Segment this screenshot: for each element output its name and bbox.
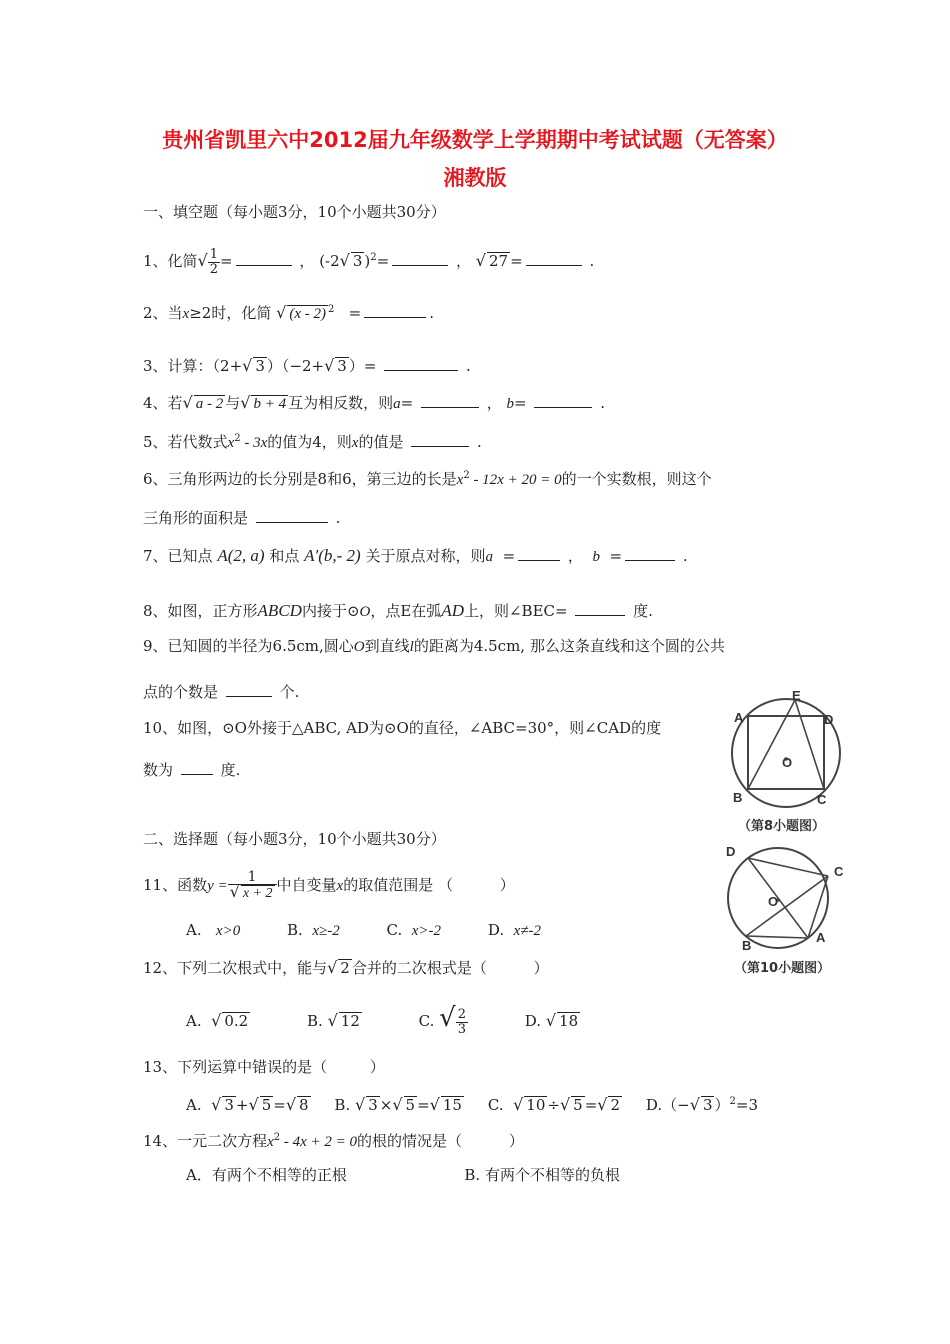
question-9 [143,634,725,659]
fig10-line-ba [746,936,808,938]
question-12-options: A. √ 0.2 B. √ 12 C. √ $\frac{2}{3}$ D. √ 18 [186,1003,579,1037]
q11-close: ） [499,876,515,894]
q10-line2: 数为 [143,761,174,779]
q1-blank-2[interactable] [392,251,448,266]
q13-b-eq: = [417,1096,430,1114]
q11-fraction [228,870,277,902]
q1-eq1: = [220,252,233,270]
q7-post: 关于原点对称，则 [365,547,486,565]
question-8 [143,599,653,624]
q13-b-term1: 3 [368,1096,378,1114]
q5-var: x [351,435,359,451]
q12-option-c-label[interactable]: C. [418,1012,435,1030]
q1-sep1: ， [299,252,315,270]
q4-eq-a: = [400,394,414,412]
q2-radicand: (x - 2) [289,306,326,322]
q12-option-a[interactable]: 0.2 [224,1012,249,1030]
fig8-label-b: B [733,790,743,805]
fig10-label-o: O [768,894,779,909]
q11-option-b-label[interactable]: B. [286,921,303,939]
q9-line1c: 的距离为4.5cm, 那么这条直线和这个圆的公共 [413,637,725,655]
q7-blank-b[interactable] [625,546,675,561]
q1-end: . [589,252,595,270]
q11-prefix: 11、函数 [143,876,208,894]
q7-blank-a[interactable] [518,546,560,561]
fig8-label-c: C [817,792,827,807]
question-5 [143,427,482,455]
question-10 [143,716,661,740]
q4-eq-b: = [514,394,527,412]
figure-q8 [718,686,854,838]
q8-post: ，点E在弧 [370,602,442,620]
q4-post: 互为相反数，则 [288,394,394,412]
q12-close: ） [533,959,549,977]
q7-end: . [682,547,688,565]
q4-mid: 与 [225,394,241,412]
q13-prefix: 13、下列运算中错误的是（ [143,1058,328,1076]
fig10-label-b: B [742,938,752,953]
q1-eq2: = [376,252,390,270]
q14-prefix: 14、一元二次方程 [143,1132,268,1150]
q7-point-2: A′(b,- 2) [304,546,361,565]
q8-prefix: 8、如图，正方形 [143,602,258,620]
fig8-label-o: O [782,755,793,770]
q13-option-c[interactable]: C. √ 10 ÷√ 5 =√ 2 [487,1095,621,1114]
q13-d-term1: 3 [702,1096,713,1114]
q13-option-a[interactable]: A. √ 3 +√ 5 =√ 8 [186,1095,309,1114]
q10-line1: 10、如图，⊙O外接于△ABC, AD为⊙O的直径，∠ABC=30°，则∠CAD的度 [143,719,662,737]
q7-point-1: A(2, a) [217,546,265,565]
question-2: 2、当x≥2时，化简 √ (x - 2) $^2$ = . [143,303,435,322]
q13-option-d-label: D.（− [645,1096,690,1114]
q11-option-d-label[interactable]: D. [487,921,505,939]
q2-blank[interactable] [364,303,426,318]
q9-l: l [409,639,414,655]
q4-prefix: 4、若 [143,394,183,412]
section-1-heading: 一、填空题（每小题3分，10个小题共30分） [143,203,446,221]
fig8-label-d: D [824,712,834,727]
q13-a-op: + [235,1096,249,1114]
q2-var: x [182,306,190,322]
q13-a-term2: 5 [261,1096,272,1114]
q6-expr: x [456,472,464,488]
q11-option-a[interactable]: x>0 [215,923,241,939]
q11-post2: 的取值范围是 （ [343,876,453,894]
q13-d-exp: 2 [729,1096,736,1107]
question-3: 3、计算：（2+√ 3 ）（−2+√ 3 ）= . [143,356,471,375]
q11-option-c[interactable]: x>-2 [411,923,442,939]
q12-option-b-label[interactable]: B. [307,1012,323,1030]
q12-option-d[interactable]: 18 [559,1012,579,1030]
q11-option-a-label[interactable]: A. [186,921,202,939]
q13-c-eq: = [584,1096,598,1114]
q13-d-eq: =3 [735,1096,758,1114]
q12-post: 合并的二次根式是（ [351,959,487,977]
q2-exp: 2 [327,304,335,315]
question-11 [143,870,515,902]
question-13 [143,1055,385,1079]
q13-option-d[interactable]: D.（−√ 3 ）$^2$=3 [645,1095,758,1114]
q13-option-b-label: B. [334,1096,351,1114]
q6-end: . [335,509,341,527]
q12-prefix: 12、下列二次根式中，能与 [143,959,328,977]
q13-d-post: ） [714,1096,730,1114]
q12-option-c[interactable] [456,1008,468,1037]
fig8-label-e: E [792,688,801,703]
q9-line1: 9、已知圆的半径为6.5cm,圆心 [143,637,354,655]
q14-expr: x [267,1134,274,1150]
q9-o: O [353,639,365,655]
figure-q10 [718,838,858,980]
q1-expr2: (-2 [319,252,340,270]
fig10-line-bc [746,876,828,936]
q14-exp: 2 [273,1132,281,1143]
q8-end: 度. [633,602,653,620]
q13-option-a-label: A. [186,1096,202,1114]
q5-post: 的值为4，则 [267,433,352,451]
q4-rad2: b + 4 [253,396,287,412]
q13-option-b[interactable]: B. √ 3 ×√ 5 =√ 15 [334,1095,462,1114]
q7-eq-b: = [609,547,623,565]
q2-cond: ≥2时，化简 [189,304,272,322]
q5-expr-rest: - 3x [240,435,268,451]
q3-end: . [465,357,471,375]
fig8-line-ec [795,700,824,789]
question-12: 12、下列二次根式中，能与√ 2 合并的二次根式是（ ） [143,958,549,977]
q13-b-op: × [379,1096,393,1114]
q13-option-c-label: C. [487,1096,504,1114]
q6-blank[interactable] [256,508,328,523]
q7-var-b: b [592,549,600,565]
q9-blank[interactable] [226,682,272,697]
q1-fraction [208,248,220,277]
q11-frac-num: 1 [228,870,277,885]
q3-rad2: 3 [337,357,347,375]
q1-blank-1[interactable] [236,251,292,266]
question-11-options [186,918,541,943]
fig10-label-d: D [726,844,736,859]
fig8-line-eb [748,700,795,789]
q13-b-term3: 15 [442,1096,462,1114]
q11-option-b[interactable]: x≥-2 [312,923,340,939]
q6-exp: 2 [463,470,470,481]
question-13-options [186,1090,758,1117]
document-title: 贵州省凯里六中2012届九年级数学上学期期中考试试题（无答案） [162,128,788,152]
q3-prefix: 3、计算：（2+ [143,357,243,375]
q2-eq: = [348,304,362,322]
question-7 [143,544,688,569]
q11-var: x [336,878,344,894]
q4-blank-b[interactable] [534,393,592,408]
q13-close: ） [369,1058,385,1076]
q8-square: ABCD [257,601,302,620]
q14-option-b[interactable]: B. 有两个不相等的负根 [464,1166,620,1184]
q1-exp2: 2 [370,252,377,263]
question-14-options [186,1163,620,1187]
q14-close: ） [508,1132,524,1150]
q2-prefix: 2、当 [143,304,183,322]
q12-option-d-label[interactable]: D. [524,1012,542,1030]
q13-a-term3: 8 [299,1096,309,1114]
q11-frac-den: √ x + 2 [229,882,273,901]
q1-close2: ) [364,252,371,270]
q5-end: . [477,433,482,451]
q8-circle: O [359,604,371,620]
q7-eq-a: = [502,547,516,565]
q4-sep: ， [486,394,502,412]
q11-post: 中自变量 [276,876,337,894]
q7-sep: ， [567,547,583,565]
q8-arc: AD [441,601,464,620]
q14-expr-rest: - 4x + 2 = 0 [280,1134,358,1150]
q9-end: 个. [279,683,300,701]
fig10-caption: （第10小题图） [734,961,831,976]
q13-a-eq: = [273,1096,286,1114]
q1-frac-num: 1 [209,246,219,262]
q1-eq3: = [510,252,523,270]
q3-post: ）= [348,357,377,375]
q5-prefix: 5、若代数式 [143,433,228,451]
question-6 [143,464,712,492]
q3-rad1: 3 [255,357,265,375]
q4-var-b: b [506,396,515,412]
q13-a-term1: 3 [224,1096,234,1114]
q5-exp: 2 [234,433,241,444]
q8-mid: 内接于⊙ [301,602,360,620]
q6-post: 的一个实数根，则这个 [561,470,712,488]
question-10-line-2 [143,758,240,782]
q5-blank[interactable] [411,432,469,447]
q11-y: y = [207,878,228,894]
q7-var-a: a [485,549,494,565]
q5-expr: x [227,435,235,451]
document-subtitle: 湘教版 [443,166,507,190]
question-14 [143,1126,524,1154]
fig10-label-a: A [816,930,826,945]
fig8-label-a: A [734,710,744,725]
q1-rad2: 3 [352,252,363,270]
q9-line2: 点的个数是 [143,683,219,701]
q4-blank-a[interactable] [421,393,479,408]
q12-option-b[interactable]: 12 [340,1012,360,1030]
q9-line1b: 到直线 [364,637,410,655]
question-1: 1、化简√ $\frac{1}{2}$ = ， (-2√ 3 )$^2$= ， √ 27 = . [143,246,595,277]
question-4: 4、若√ a - 2 与√ b + 4 互为相反数，则a= ， b= . [143,393,605,412]
q10-blank[interactable] [181,760,213,775]
q1-prefix: 1、化简 [143,252,198,270]
q3-mid: ）（−2+ [266,357,325,375]
q12-option-a-label[interactable]: A. [186,1012,202,1030]
q6-line2: 三角形的面积是 [143,509,249,527]
q13-c-term3: 2 [610,1096,621,1114]
question-9-line-2 [143,680,299,704]
q12-option-c-num: 2 [457,1006,467,1022]
q6-prefix: 6、三角形两边的长分别是8和6，第三边的长是 [143,470,457,488]
q1-rad3: 27 [489,252,509,270]
section-2-heading: 二、选择题（每小题3分，10个小题共30分） [143,830,446,848]
q4-end: . [600,394,605,412]
q11-frac-den-rad: x + 2 [242,886,273,901]
q4-rad1: a - 2 [195,396,224,412]
q2-end: . [429,304,435,322]
q4-var-a: a [393,396,401,412]
q11-option-c-label[interactable]: C. [386,921,403,939]
q12-rad: 2 [340,959,350,977]
fig8-caption: （第8小题图） [738,819,826,834]
fig10-label-c: C [834,864,844,879]
q14-post: 的根的情况是（ [357,1132,463,1150]
q1-sep2: ， [456,252,472,270]
q10-end: 度. [220,761,241,779]
q8-blank[interactable] [575,601,625,616]
q13-c-op: ÷ [547,1096,560,1114]
q5-post2: 的值是 [358,433,404,451]
q13-c-term2: 5 [573,1096,583,1114]
q11-option-d[interactable]: x≠-2 [513,923,542,939]
q13-c-term1: 10 [526,1096,546,1114]
question-6-line-2 [143,506,340,530]
q12-option-c-den: 3 [457,1021,467,1037]
q13-b-term2: 5 [405,1096,416,1114]
q14-option-a[interactable]: A．有两个不相等的正根 [186,1166,347,1184]
q8-post2: 上，则∠BEC= [463,602,568,620]
q7-mid: 和点 [269,547,300,565]
q1-blank-3[interactable] [526,251,582,266]
q6-expr-rest: - 12x + 20 = 0 [469,472,562,488]
q1-frac-den: 2 [209,261,219,277]
q7-prefix: 7、已知点 [143,547,213,565]
q3-blank[interactable] [384,356,458,371]
